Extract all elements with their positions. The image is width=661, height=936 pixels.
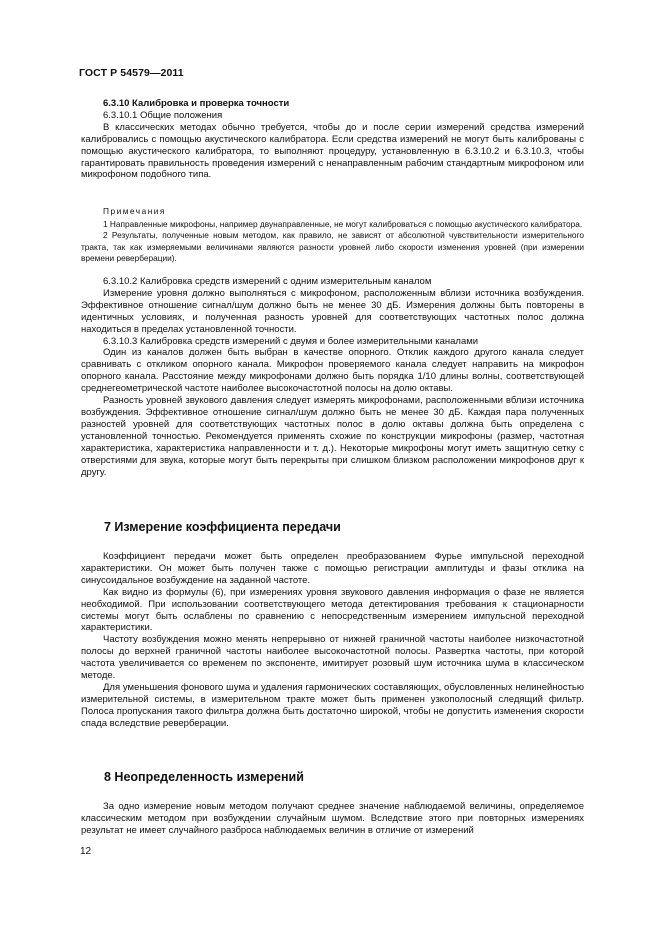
- section-8-body: [81, 801, 584, 837]
- note-item: 2 Результаты, полученные новым методом, как правило, не зависят от абсолютной чувствительности измерительного тракта, так как измеряемыми величинами являются разности уровней либо скорости изменения уровней (при измерении времени реверберации).: [81, 230, 584, 263]
- paragraph: Частоту возбуждения можно менять непрерывно от нижней граничной частоты наиболее низкочастотной полосы до верхней граничной частоты наиболее высокочастотной полосы. Развертка частоты, при которой частота увеличивается со временем по экспоненте, имитирует розовый шум источника шума в классическом методе.: [81, 634, 584, 682]
- subsection-title: 6.3.10.3 Калибровка средств измерений с двумя и более измерительными каналами: [103, 335, 479, 347]
- document-header: ГОСТ Р 54579—2011: [79, 67, 184, 79]
- subsection-title: 6.3.10.2 Калибровка средств измерений с одним измерительным каналом: [103, 276, 432, 287]
- section-6-3-10: [81, 98, 584, 181]
- paragraph: Измерение уровня должно выполняться с микрофоном, расположенным вблизи источника возбуждения. Эффективное отношение сигнал/шум должно быть не менее 30 дБ. Измерения должны быть повторены в идентичных условиях, и полученная разность уровней для соответствующих частотных полос должна находиться в пределах установленной точности.: [81, 287, 584, 335]
- section-7-body: [81, 551, 584, 730]
- paragraph: Коэффициент передачи может быть определен преобразованием Фурье импульсной переходной характеристики. Он может быть получен также с помощью регистрации амплитуды и фазы отклика на синусоидальное возбуждение на заданной частоте.: [81, 551, 584, 586]
- section-7-title: 7 Измерение коэффициента передачи: [104, 520, 341, 534]
- paragraph: В классических методах обычно требуется, чтобы до и после серии измерений средства измерений калибровались с помощью акустического калибратора. Если средства измерений не могут быть калиброваны с помощью акустического калибратора, то выполняют процедуру, установленную в 6.3.10.2 и 6.3.10.3, чтобы гарантировать правильность проведения измерений с ненаправленным рабочим стандартным микрофоном или микрофоном подобного типа.: [81, 121, 584, 181]
- paragraph: Разность уровней звукового давления следует измерять микрофонами, расположенными вблизи источника возбуждения. Эффективное отношение сигнал/шум должно быть не менее 30 дБ. Каждая пара полученных разностей уровней для соответствующих частотных полос в долю октавы должна быть определена с установленной точностью. Рекомендуется применять схожие по конструкции микрофоны (размер, частотная характеристика, характеристика направленности и т. д.). Некоторые микрофоны могут иметь защитную сетку с отверстиями для звука, которые могут быть перекрыты при слишком близком расположении микрофонов друг к другу.: [81, 395, 584, 478]
- note-item: 1 Направленные микрофоны, например двунаправленные, не могут калиброваться с помощью акустического калибратора.: [103, 219, 583, 230]
- subsection-6-3-10-2: [81, 276, 584, 478]
- notes-title: Примечания: [103, 206, 166, 216]
- paragraph: За одно измерение новым методом получают среднее значение наблюдаемой величины, определяемое классическим методом при возбуждении случайным шумом. Вследствие этого при повторных измерениях результат не имеет случайного разброса наблюдаемых величин в отличие от измерений: [81, 801, 584, 836]
- page-number: 12: [80, 846, 92, 857]
- paragraph: Как видно из формулы (6), при измерениях уровня звукового давления информация о фазе не является необходимой. При использовании соответствующего метода детектирования требования к стационарности системы могут быть ослаблены по сравнению с непосредственным измерением импульсной переходной характеристики.: [81, 586, 584, 634]
- paragraph: Один из каналов должен быть выбран в качестве опорного. Отклик каждого другого канала следует сравнивать с откликом опорного канала. Микрофон проверяемого канала следует направить на микрофон опорного канала. Расстояние между микрофонами должно быть порядка 1/10 длины волны, соответствующей среднегеометрической частоте наиболее высокочастотной полосы на долю октавы.: [81, 347, 584, 395]
- paragraph: Для уменьшения фонового шума и удаления гармонических составляющих, обусловленных нелинейностью измерительной системы, в измерительном тракте может быть применен узкополосный следящий фильтр. Полоса пропускания такого фильтра должна быть достаточно широкой, чтобы не допустить изменения скорости спада вследствие реверберации.: [81, 681, 584, 729]
- section-8-title: 8 Неопределенность измерений: [104, 770, 304, 784]
- notes-block: [81, 206, 584, 264]
- subsection-title: 6.3.10 Калибровка и проверка точности: [103, 98, 290, 109]
- subsection-title: 6.3.10.1 Общие положения: [103, 109, 223, 121]
